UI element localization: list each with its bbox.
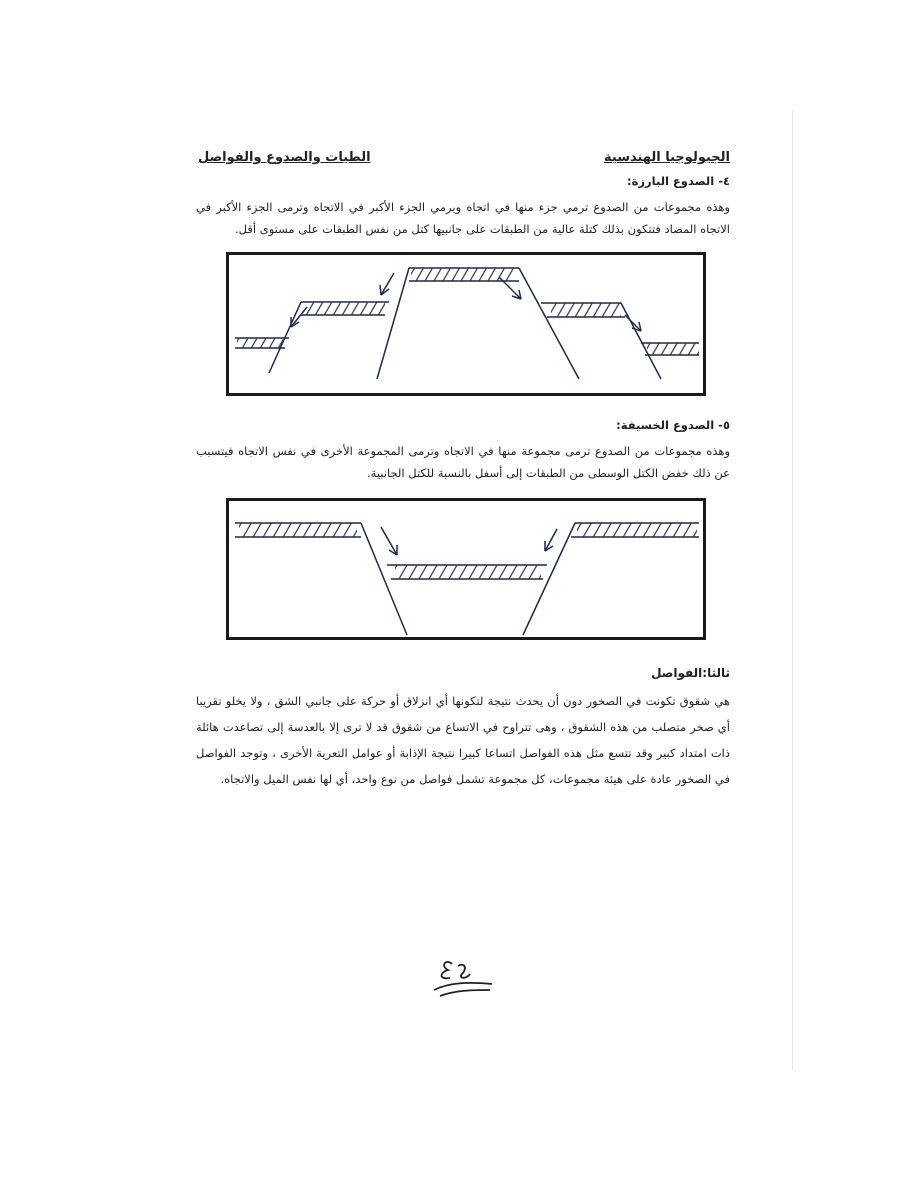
graben-diagram-icon — [229, 501, 703, 637]
section5-heading: ٥- الصدوع الخسيفة: — [616, 418, 730, 432]
page-header — [198, 150, 730, 170]
graben-fault-diagram — [226, 498, 706, 640]
joints-body: هي شقوق تكونت في الصخور دون أن يحدث نتيجة لتكونها أي انزلاق أو حركة على جانبي الشق ، ولا يخلو تقريبا أي صخر متصلب من هذه الشقوق ، وهى تتراوح في الاتساع من شقوق قد لا ترى إلا بالعدسة إلى تصاعدت هائلة ذات امتداد كبير وقد تتسع مثل هذه الفواصل اتساعا كبيرا نتيجة الإذابة أو عوامل التعرية الأخرى ، وتوجد الفواصل في الصخور عادة على هيئة مجموعات، كل مجموعة تشمل فواصل من نوع واحد، أي لها نفس الميل والاتجاه. — [196, 694, 730, 786]
horst-diagram-icon — [229, 255, 703, 393]
section4-body: وهذه مجموعات من الصدوع ترمي جزء منها في اتجاه ويرمي الجزء الأكبر في الاتجاه وترمى الجزء الأكبر في الاتجاه المضاد فتتكون بذلك كتلة عالية من الطبقات على جانبيها كتل من نفس الطبقات على مستوى أقل. — [196, 200, 730, 236]
joints-heading: ثالثا:الفواصل — [651, 666, 730, 680]
horst-fault-diagram — [226, 252, 706, 396]
handwritten-page-number-icon — [430, 952, 500, 1002]
book-title: الجيولوجيا الهندسية — [604, 150, 730, 165]
section5-body: وهذه مجموعات من الصدوع ترمى مجموعة منها في الاتجاه وترمى المجموعة الأخرى في نفس الاتجاه فيتسبب عن ذلك خفض الكتل الوسطى من الطبقات إلى أسفل بالنسبة للكتل الجانبية. — [196, 444, 730, 480]
chapter-title: الطيات والصدوع والفواصل — [198, 150, 371, 165]
section4-heading: ٤- الصدوع البارزة: — [627, 174, 730, 188]
page-edge-line — [792, 110, 793, 1070]
